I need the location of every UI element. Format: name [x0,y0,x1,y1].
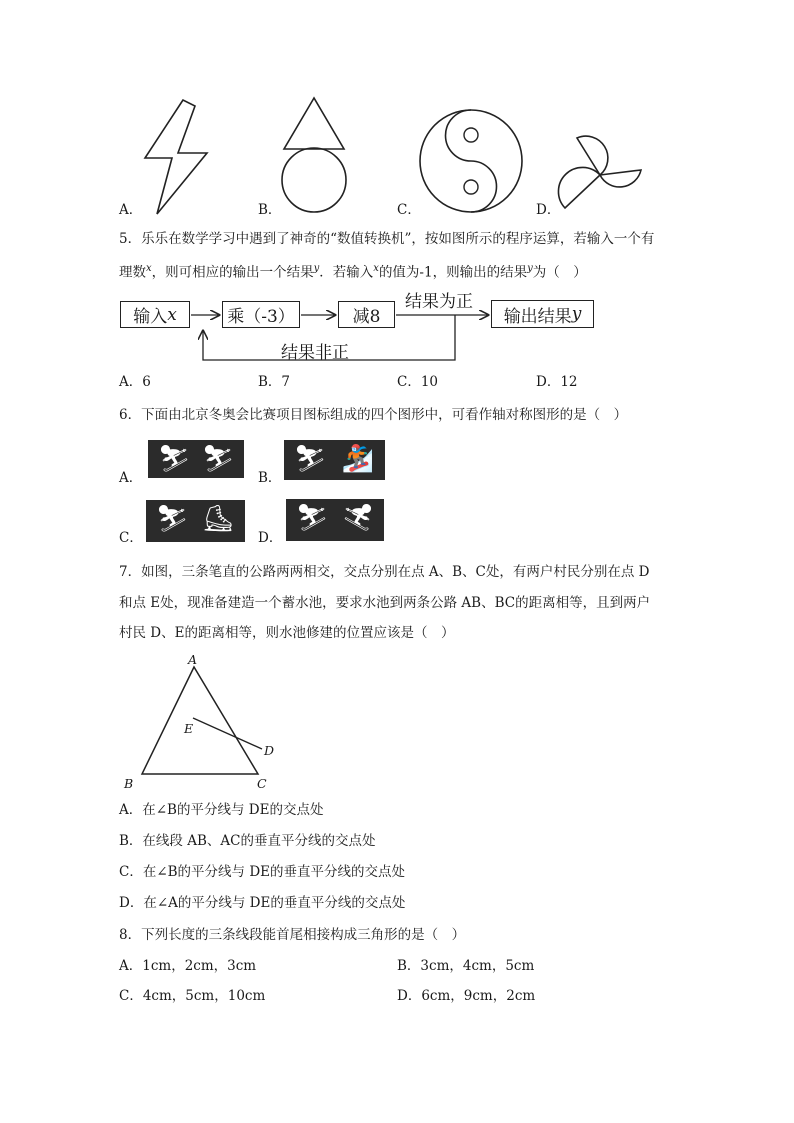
var-x: x [373,263,379,274]
point-b-label: B [124,776,134,791]
q8-option-c[interactable]: C．4cm，5cm，10cm [119,988,266,1004]
q6-option-a[interactable]: A． [119,470,143,486]
point-c-label: C [257,776,267,791]
point-a-label: A [188,652,198,667]
var-x: x [146,263,152,274]
snowboarder-icon: 🏂 [341,444,375,474]
q5-text: ．若输入 [319,264,374,281]
triangle-circle-icon [278,96,358,221]
q4-option-d[interactable]: D． [536,202,561,218]
lightning-icon [140,96,220,216]
var-y: y [313,263,320,274]
q5-text: 为（ ） [532,264,587,281]
flow-not-positive-label: 结果非正 [281,343,349,363]
q7-option-b[interactable]: B．在线段 AB、AC的垂直平分线的交点处 [119,833,376,849]
q5-option-a[interactable]: A．6 [119,374,151,390]
q7-stem-line1: 7．如图，三条笔直的公路两两相交，交点分别在点 A、B、C处，有两户村民分别在点 D [119,564,650,580]
q6-figure-b [284,440,385,480]
q8-option-d[interactable]: D．6cm，9cm，2cm [397,988,536,1004]
flow-input-var: x [167,304,177,325]
flow-output-var: y [571,304,582,324]
q5-option-b[interactable]: B．7 [258,374,291,390]
flow-input-box [120,301,190,328]
q8-option-b[interactable]: B．3cm，4cm，5cm [397,958,535,974]
point-e-label: E [184,721,194,736]
q7-option-a[interactable]: A．在∠B的平分线与 DE的交点处 [119,802,324,818]
q7-option-d[interactable]: D．在∠A的平分线与 DE的垂直平分线的交点处 [119,895,406,911]
skier-icon: ⛷ [295,503,329,533]
flow-positive-label: 结果为正 [405,292,473,312]
yin-yang-icon [418,108,528,218]
q8-stem: 8．下列长度的三条线段能首尾相接构成三角形的是（ ） [119,927,466,943]
q7-triangle-figure [120,660,280,790]
three-blade-fan-icon [555,128,645,218]
q4-option-b[interactable]: B． [258,202,282,218]
q6-stem: 6．下面由北京冬奥会比赛项目图标组成的四个图形中，可看作轴对称图形的是（ ） [119,407,628,423]
q6-option-c[interactable]: C． [119,530,143,546]
flow-subtract-box: 减8 [338,301,395,328]
q4-option-a[interactable]: A． [119,202,143,218]
q7-stem-line3: 村民 D、E的距离相等，则水池修建的位置应该是（ ） [119,625,455,641]
q6-figure-c [146,500,245,542]
q5-text: ，则可相应的输出一个结果 [151,264,314,281]
q5-option-d[interactable]: D．12 [536,374,578,390]
q7-option-c[interactable]: C．在∠B的平分线与 DE的垂直平分线的交点处 [119,864,406,880]
q8-option-a[interactable]: A．1cm，2cm，3cm [119,958,257,974]
skier-icon: ⛷ [157,444,191,474]
q5-text: 理数 [119,264,146,281]
skier-icon: ⛷ [201,444,235,474]
q5-option-c[interactable]: C．10 [397,374,439,390]
flow-output-label: 输出结果 [503,306,572,327]
q6-option-b[interactable]: B． [258,470,282,486]
skier-mirrored-icon: ⛷ [341,503,375,533]
q5-stem-line2 [119,260,587,282]
skier-icon: ⛷ [293,444,327,474]
q5-text: 的值为-1，则输出的结果 [378,264,528,281]
q4-option-c[interactable]: C． [397,202,421,218]
q6-figure-d [286,499,384,541]
q5-stem-line1: 5．乐乐在数学学习中遇到了神奇的“数值转换机”，按如图所示的程序运算，若输入一个有 [119,231,655,247]
point-d-label: D [264,743,275,758]
q7-stem-line2: 和点 E处，现准备建造一个蓄水池，要求水池到两条公路 AB、BC的距离相等，且到两户 [119,595,651,611]
q6-figure-a [148,440,244,478]
flow-multiply-box: 乘（-3） [222,301,300,328]
flow-input-label: 输入 [133,307,168,327]
q6-option-d[interactable]: D． [258,530,283,546]
var-y: y [527,263,533,274]
skier-icon: ⛷ [155,504,189,534]
skater-icon: ⛸ [201,504,235,534]
flow-output-box [491,300,594,328]
